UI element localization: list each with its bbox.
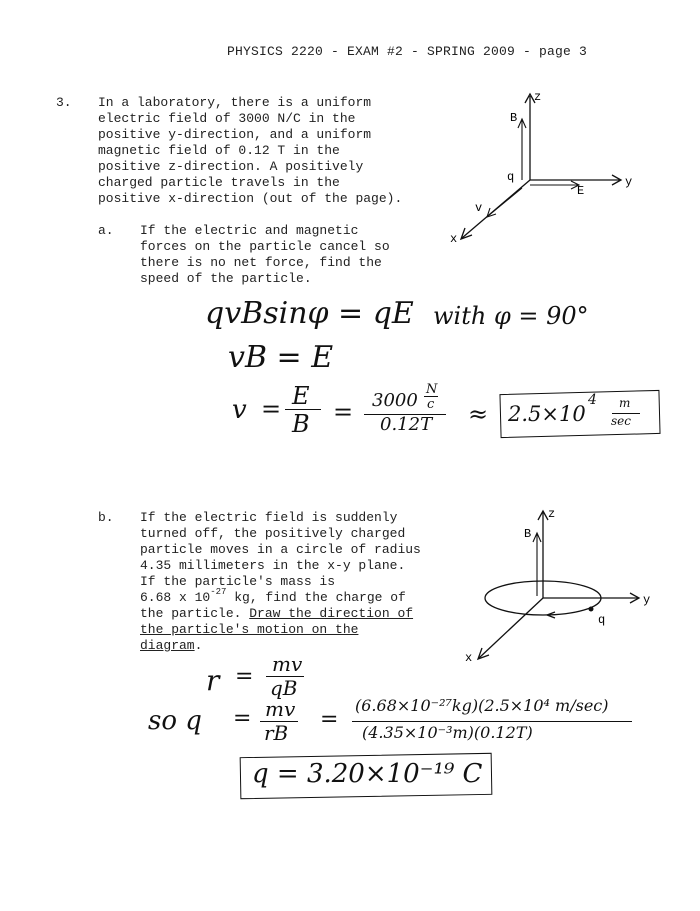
instruction-underlined-1: Draw the direction of	[249, 606, 414, 621]
work-a-v: v	[232, 395, 247, 425]
field-diagram-1	[440, 88, 680, 258]
problem-line-6: charged particle travels in the	[98, 175, 340, 190]
instruction-underlined-3: diagram	[140, 638, 195, 653]
mass-post: kg, find the charge of	[226, 590, 406, 605]
work-b-eq2: =	[233, 706, 252, 731]
problem-line-7: positive x-direction (out of the page).	[98, 191, 403, 206]
part-b-label: b.	[98, 510, 114, 525]
e-label: E	[577, 184, 585, 198]
work-a-approx: ≈	[468, 400, 489, 428]
mass-pre: 6.68 x 10	[140, 590, 211, 605]
period: .	[194, 638, 203, 653]
work-a-eq1: =	[261, 395, 282, 423]
x-axis-2	[479, 598, 543, 658]
fraction-bar-b3	[352, 721, 632, 722]
work-a-B: B	[292, 410, 310, 438]
problem-line-4: magnetic field of 0.12 T in the	[98, 143, 340, 158]
answer-a-unit-top: m	[619, 396, 631, 410]
problem-line-5: positive z-direction. A positively	[98, 159, 364, 174]
part-b-line-7	[140, 606, 413, 622]
x-label: x	[450, 232, 458, 246]
work-b-num: (6.68×10⁻²⁷kg)(2.5×10⁴ m/sec)	[355, 696, 609, 715]
problem-line-2: electric field of 3000 N/C in the	[98, 111, 356, 126]
part-b-line-8	[140, 622, 358, 638]
b-label: B	[510, 111, 518, 125]
work-a-den: 0.12T	[380, 414, 433, 435]
field-diagram-2	[455, 506, 685, 676]
part-a-line-2: forces on the particle cancel so	[140, 239, 390, 254]
work-b-mv: mv	[272, 652, 303, 676]
work-a-line-2: vB = E	[228, 340, 334, 375]
work-a-num-unit-n: N	[426, 382, 438, 397]
work-a-eq2: =	[333, 398, 354, 426]
part-a-line-3: there is no net force, find the	[140, 255, 382, 270]
work-b-r: r	[206, 664, 220, 697]
q-label: q	[507, 170, 515, 184]
part-b-line-2: turned off, the positively charged	[140, 526, 406, 541]
work-a-line-1: qvBsinφ = qE	[205, 296, 414, 331]
work-a-num-unit-c: c	[427, 397, 435, 412]
work-a-num: 3000	[372, 390, 418, 411]
part-b-line-9	[140, 638, 202, 654]
unit-bar-a	[424, 396, 438, 397]
part-b-mass-line	[140, 587, 406, 606]
work-b-eq1: =	[235, 664, 254, 689]
v-label: v	[475, 201, 483, 215]
work-b-qB: qB	[270, 676, 298, 700]
z-label: z	[534, 90, 542, 104]
part-b-line-4: 4.35 millimeters in the x-y plane.	[140, 558, 406, 573]
part-a-line-4: speed of the particle.	[140, 271, 312, 286]
y-label-2: y	[643, 593, 651, 607]
work-b-den: (4.35×10⁻³m)(0.12T)	[362, 723, 533, 742]
instruction-underlined-2: the particle's motion on the	[140, 622, 359, 637]
answer-b: q = 3.20×10⁻¹⁹ C	[252, 759, 483, 789]
work-b-mv2: mv	[265, 697, 296, 721]
work-b-eq3: =	[320, 707, 339, 732]
work-b-so-q: so q	[148, 706, 202, 736]
part-b-line-1: If the electric field is suddenly	[140, 510, 398, 525]
v-vector	[488, 188, 522, 216]
part-b-line-5: If the particle's mass is	[140, 574, 336, 589]
x-label-2: x	[465, 651, 473, 665]
work-a-line-1b: with φ = 90°	[433, 302, 589, 330]
answer-a-unit-bottom: sec	[611, 414, 631, 428]
z-label-2: z	[548, 507, 556, 521]
part-a-line-1: If the electric and magnetic	[140, 223, 359, 238]
part-b-line-3: particle moves in a circle of radius	[140, 542, 421, 557]
page-header: PHYSICS 2220 - EXAM #2 - SPRING 2009 - page 3	[227, 44, 588, 59]
work-b-rB: rB	[264, 721, 289, 745]
y-label: y	[625, 175, 633, 189]
work-a-E: E	[292, 382, 310, 410]
line7-text: the particle.	[140, 606, 250, 621]
problem-line-3: positive y-direction, and a uniform	[98, 127, 372, 142]
answer-a-exp: 4	[588, 392, 597, 408]
q-label-2: q	[598, 613, 606, 627]
mass-exponent: -27	[210, 587, 227, 597]
particle-dot	[589, 607, 594, 612]
part-a-label: a.	[98, 223, 114, 238]
b-label-2: B	[524, 527, 532, 541]
problem-line-1: In a laboratory, there is a uniform	[98, 95, 372, 110]
answer-a-base: 2.5×10	[508, 402, 586, 426]
problem-number: 3.	[56, 95, 72, 110]
